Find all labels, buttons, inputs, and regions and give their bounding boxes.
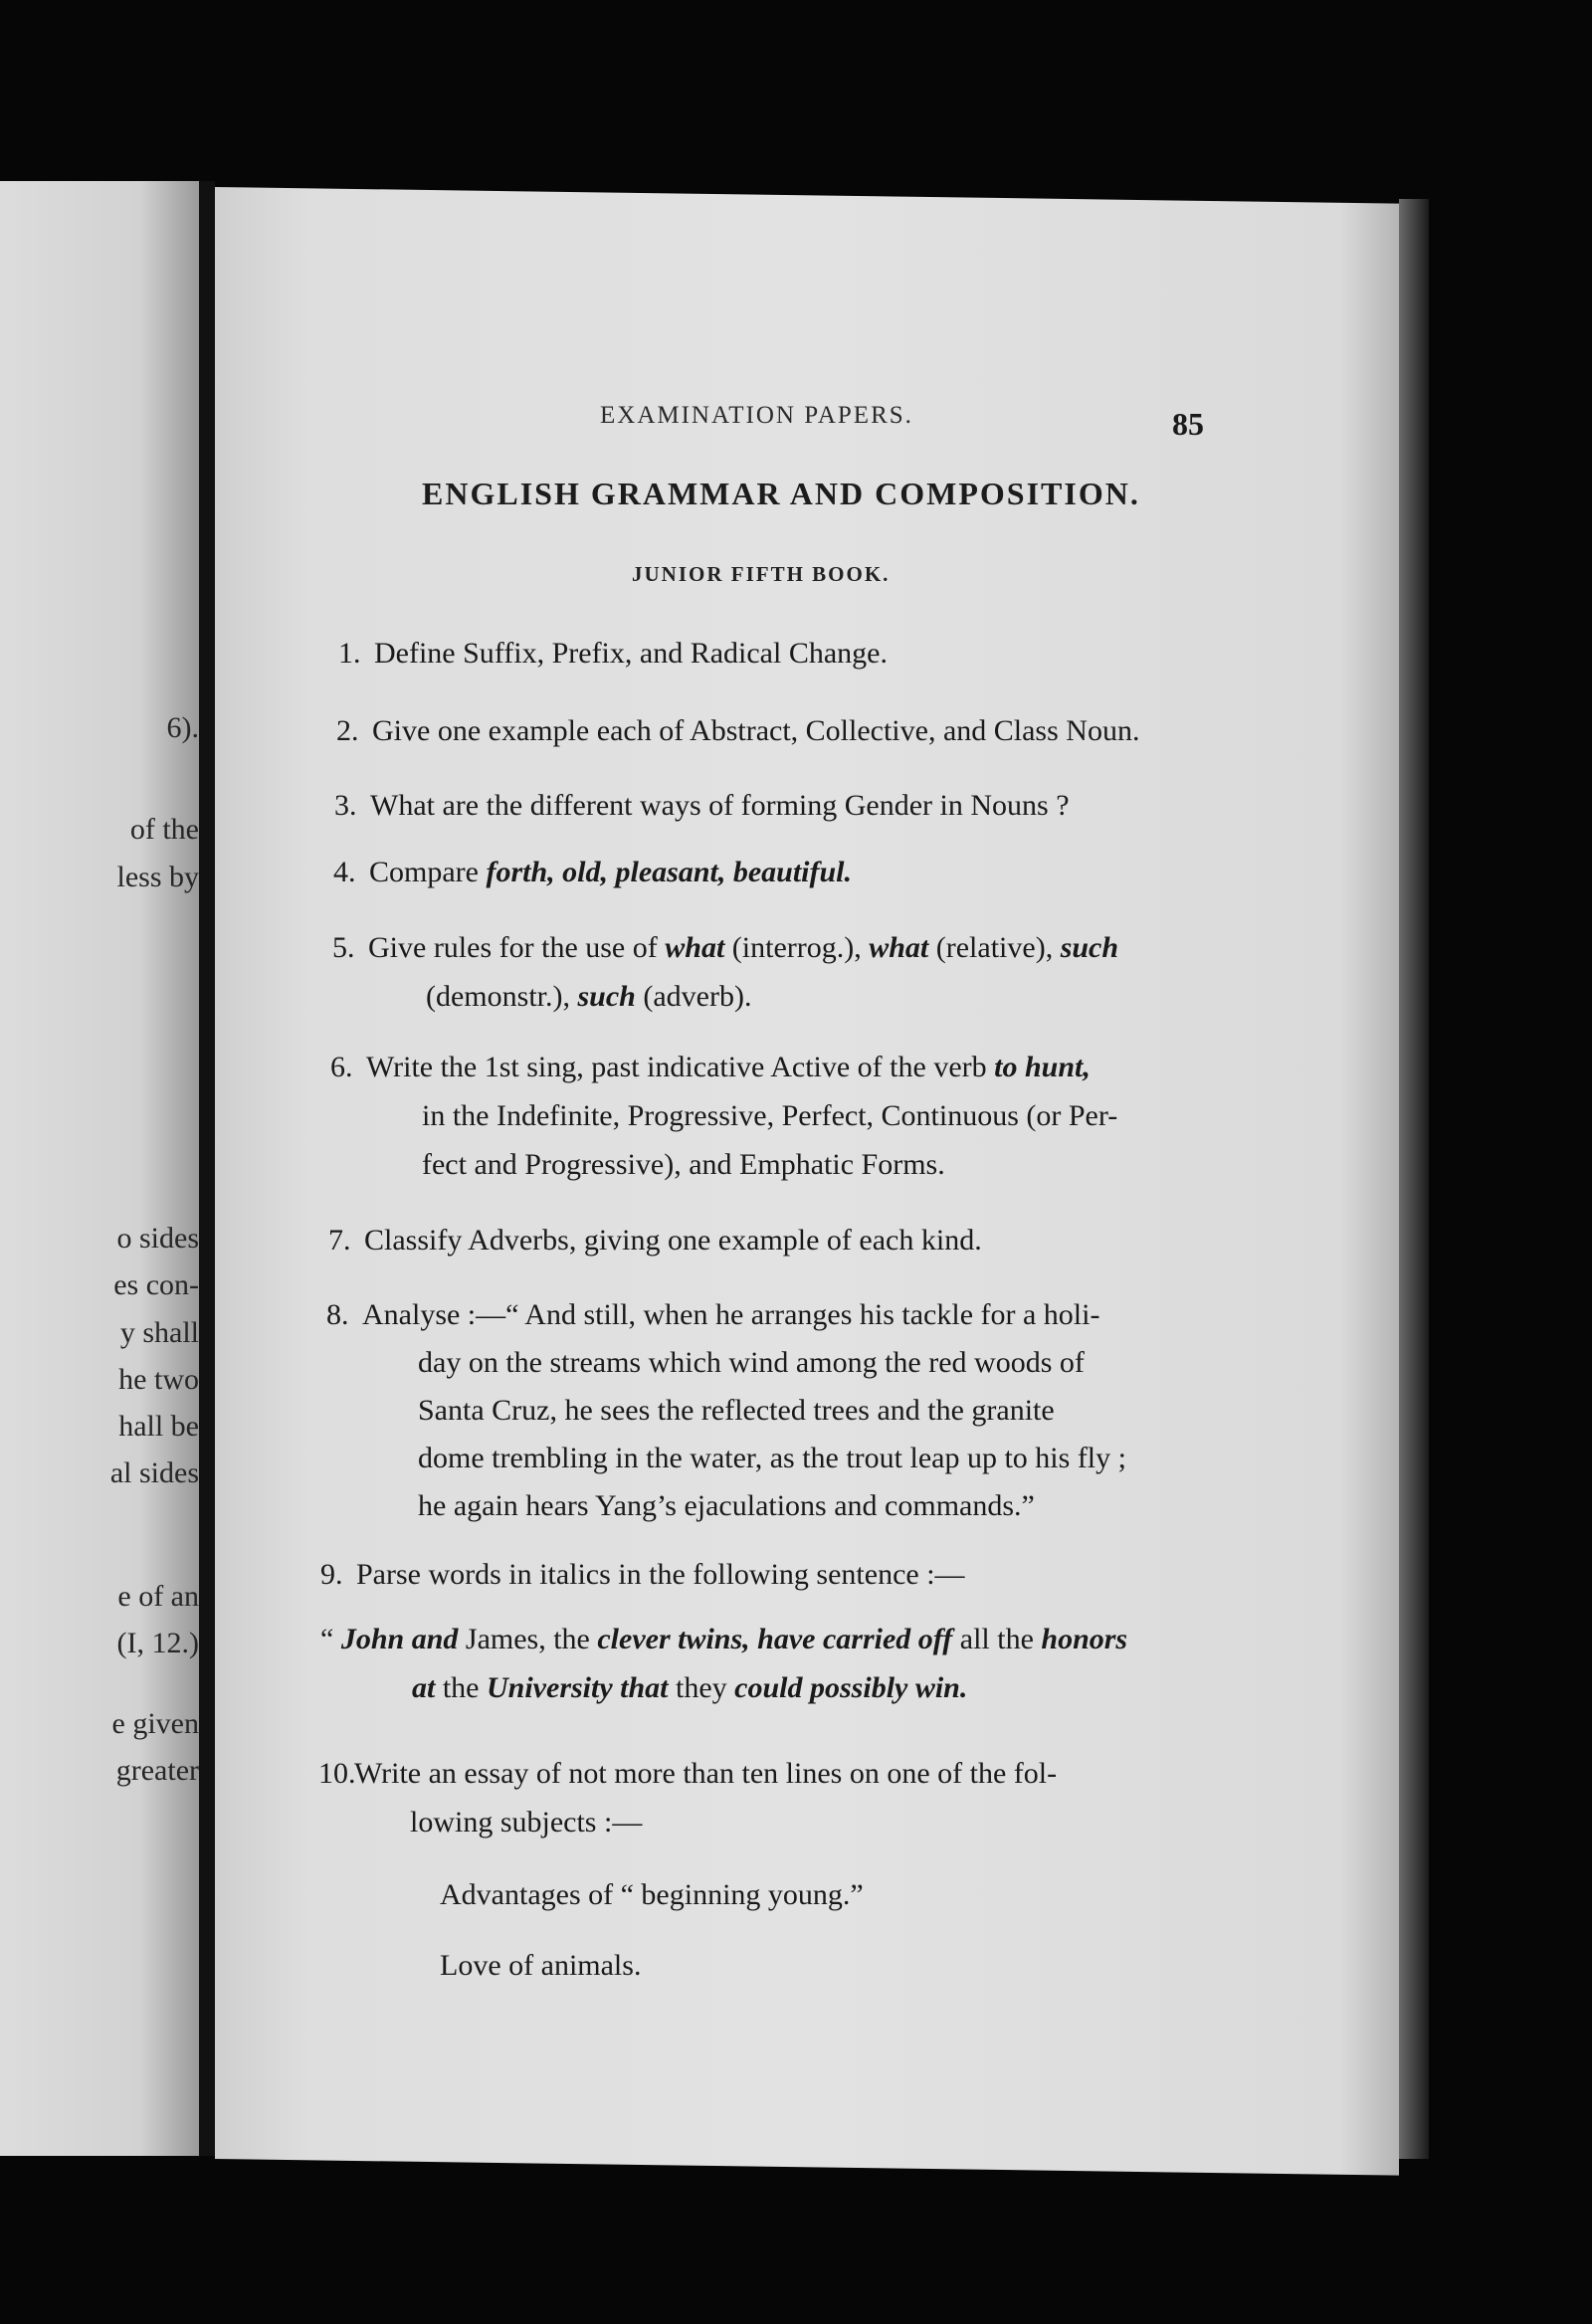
left-page-line: less by (116, 861, 199, 893)
left-page-line: o sides (116, 1222, 199, 1255)
question-text: Define Suffix, Prefix, and Radical Change. (374, 637, 888, 670)
page-edge (1399, 199, 1429, 2159)
question-text: (interrog.), (724, 931, 870, 964)
running-head: EXAMINATION PAPERS. (600, 402, 913, 429)
question-7 (328, 1216, 982, 1264)
italic-text: what (869, 931, 929, 964)
essay-subject: Advantages of “ beginning young.” (440, 1878, 864, 1911)
question-text: dome trembling in the water, as the trout leap up to his fly ; (418, 1442, 1126, 1474)
question-number: 7. (328, 1224, 351, 1257)
question-number: 8. (326, 1298, 349, 1331)
question-number: 6. (330, 1051, 353, 1083)
question-number: 4. (333, 856, 356, 888)
question-8 (326, 1291, 1126, 1530)
left-page (0, 181, 199, 2156)
italic-text: could possibly win. (734, 1671, 968, 1704)
question-text: Classify Adverbs, giving one example of each kind. (364, 1224, 982, 1257)
left-page-line: e given (111, 1707, 199, 1740)
question-text: Give rules for the use of (368, 931, 666, 964)
question-text: fect and Progressive), and Emphatic Forms. (422, 1148, 945, 1181)
question-number: 10. (318, 1757, 356, 1790)
question-3 (334, 781, 1070, 830)
question-text: Compare (369, 856, 487, 888)
italic-text: such (1060, 931, 1119, 964)
left-page-line: al sides (109, 1456, 199, 1489)
question-9 (320, 1550, 1127, 1712)
italic-text: such (577, 980, 636, 1013)
question-text: What are the different ways of forming Gender in Nouns ? (370, 789, 1070, 822)
question-10 (318, 1749, 1057, 1990)
left-page-line: greater (115, 1754, 199, 1787)
question-2 (336, 706, 1139, 755)
question-6 (330, 1043, 1117, 1189)
question-text: (relative), (928, 931, 1061, 964)
left-page-line: 6). (166, 711, 199, 744)
question-text: they (668, 1671, 735, 1704)
question-number: 3. (334, 789, 357, 822)
question-text: (demonstr.), (426, 980, 578, 1013)
question-text: James, the (458, 1623, 598, 1655)
left-page-line: (I, 12.) (116, 1627, 199, 1659)
italic-text: University that (487, 1671, 669, 1704)
italic-text: what (665, 931, 725, 964)
italic-text: clever twins, have carried off (597, 1623, 953, 1655)
italic-text: to hunt, (994, 1051, 1091, 1083)
question-number: 5. (332, 931, 355, 964)
question-text: Give one example each of Abstract, Collective, and Class Noun. (372, 714, 1140, 747)
left-page-line: of the (129, 813, 199, 846)
question-text: Write an essay of not more than ten lines on one of the fol- (354, 1757, 1058, 1790)
question-text: (adverb). (635, 980, 752, 1013)
question-text: Write the 1st sing, past indicative Active of the verb (366, 1051, 995, 1083)
book-gutter (199, 181, 215, 2156)
section-title: ENGLISH GRAMMAR AND COMPOSITION. (422, 476, 1140, 511)
question-text: all the (952, 1623, 1042, 1655)
italic-text: John and (340, 1623, 459, 1655)
italic-text: honors (1041, 1623, 1128, 1655)
left-page-line: he two (118, 1363, 199, 1396)
question-text: in the Indefinite, Progressive, Perfect, Continuous (or Per- (422, 1099, 1118, 1132)
question-5 (332, 923, 1118, 1021)
question-number: 9. (320, 1558, 343, 1591)
question-text: “ (320, 1623, 341, 1655)
question-text: day on the streams which wind among the red woods of (418, 1346, 1085, 1379)
question-text: Santa Cruz, he sees the reflected trees and the granite (418, 1394, 1055, 1427)
question-text: lowing subjects :— (410, 1806, 643, 1839)
italic-text: at (412, 1671, 436, 1704)
question-text: Parse words in italics in the following sentence :— (356, 1558, 965, 1591)
question-number: 1. (338, 637, 361, 670)
question-4 (333, 848, 852, 896)
left-page-line: e of an (117, 1580, 199, 1613)
question-1 (338, 629, 888, 678)
question-text: he again hears Yang’s ejaculations and commands.” (418, 1489, 1035, 1522)
question-text: the (435, 1671, 487, 1704)
left-page-line: es con- (113, 1268, 199, 1301)
left-page-line: hall be (118, 1410, 199, 1443)
essay-subject: Love of animals. (440, 1949, 642, 1982)
left-page-line: y shall (119, 1316, 199, 1349)
question-number: 2. (336, 714, 359, 747)
question-text: Analyse :—“ And still, when he arranges his tackle for a holi- (362, 1298, 1100, 1331)
section-subtitle: JUNIOR FIFTH BOOK. (632, 562, 891, 586)
page-number: 85 (1172, 406, 1204, 442)
italic-text: forth, old, pleasant, beautiful. (486, 856, 853, 888)
